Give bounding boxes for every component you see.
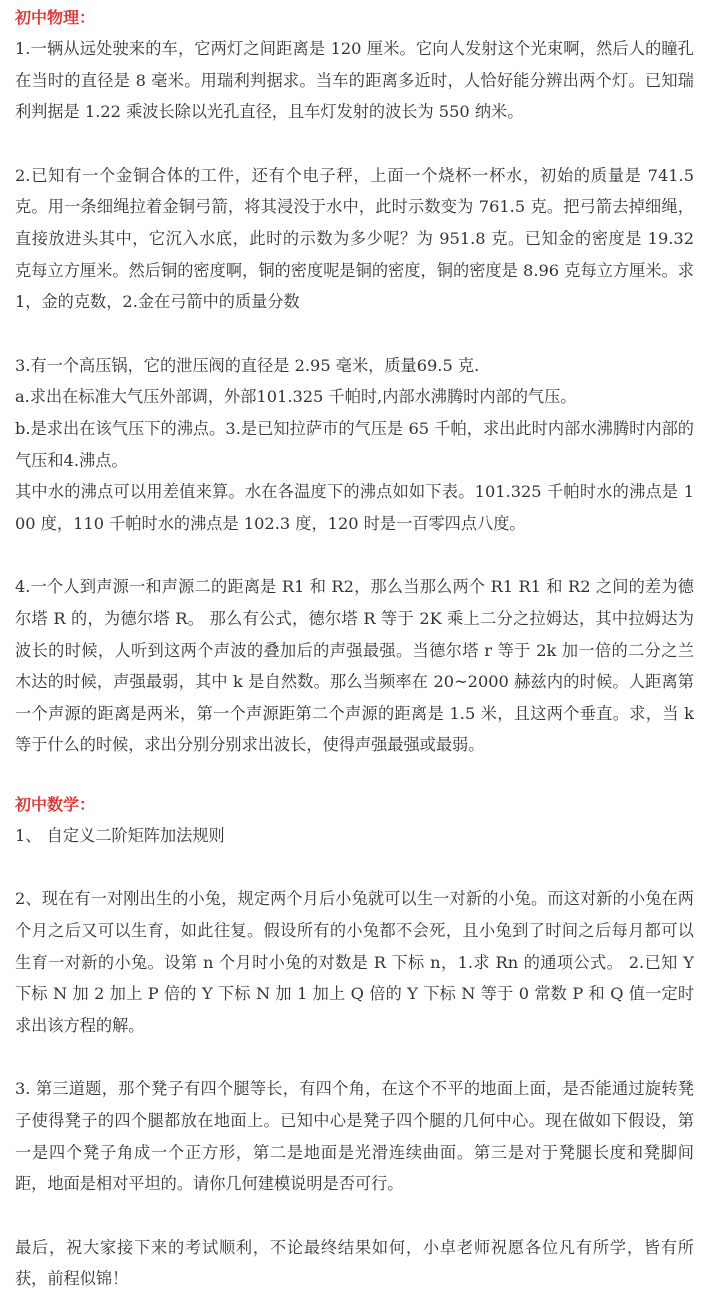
physics-heading: 初中物理： xyxy=(15,8,96,27)
physics-question-3-line-3: b.是求出在该气压下的沸点。3.是已知拉萨市的气压是 65 千帕，求出此时内部水沸腾时内部的气压和4.沸点。 xyxy=(15,418,694,470)
math-question-1: 1、 自定义二阶矩阵加法规则 xyxy=(15,825,225,845)
physics-question-2: 2.已知有一个金铜合体的工件，还有个电子秤，上面一个烧杯一杯水，初始的质量是 741.5 克。用一条细绳拉着金铜弓箭，将其浸没于水中，此时示数变为 761.5 克。把弓箭去掉细绳，直接放进头其中，它沉入水底，此时的示数为多少呢？为 951.8 克。已知金的密度是 19.32 克每立方厘米。然后铜的密度啊，铜的密度呢是铜的密度，铜的密度是 8.96 克每立方厘米。求1，金的克数，2.金在弓箭中的质量分数 xyxy=(15,165,694,312)
math-question-3: 3. 第三道题，那个凳子有四个腿等长，有四个角，在这个不平的地面上面，是否能通过旋转凳子使得凳子的四个腿都放在地面上。已知中心是凳子四个腿的几何中心。现在做如下假设，第一是四个凳子角成一个正方形，第二是地面是光滑连续曲面。第三是对于凳腿长度和凳脚间距，地面是相对平坦的。请你几何建模说明是否可行。 xyxy=(15,1079,694,1194)
spacer xyxy=(15,1200,694,1232)
spacer xyxy=(15,761,694,793)
spacer xyxy=(15,318,694,350)
physics-question-3-line-1: 3.有一个高压锅，它的泄压阀的直径是 2.95 毫米，质量69.5 克. xyxy=(15,355,480,375)
physics-question-1: 1.一辆从远处驶来的车，它两灯之间距离是 120 厘米。它向人发射这个光束啊，然后人的瞳孔在当时的直径是 8 毫米。用瑞利判据求。当车的距离多近时，人恰好能分辨出两个灯。已知瑞利判据是 1.22 乘波长除以光孔直径，且车灯发射的波长为 550 纳米。 xyxy=(15,39,694,122)
physics-question-3-line-4: 其中水的沸点可以用差值来算。水在各温度下的沸点如如下表。101.325 千帕时水的沸点是 100 度，110 千帕时水的沸点是 102.3 度，120 时是一百零四点八度。 xyxy=(15,482,694,533)
spacer xyxy=(15,851,694,883)
math-heading: 初中数学： xyxy=(15,794,96,814)
spacer xyxy=(15,1041,694,1073)
physics-question-3-line-2: a.求出在标准大气压外部调，外部101.325 千帕时,内部水沸腾时内部的气压。 xyxy=(15,387,577,407)
closing-remarks: 最后，祝大家接下来的考试顺利，不论最终结果如何，小卓老师祝愿各位凡有所学，皆有所获，前程似锦！ xyxy=(15,1237,694,1289)
spacer xyxy=(15,128,694,160)
physics-question-4: 4.一个人到声源一和声源二的距离是 R1 和 R2，那么当那么两个 R1 R1 和 R2 之间的差为德尔塔 R 的，为德尔塔 R。 那么有公式，德尔塔 R 等于 2K 乘上二分之拉姆达，其中拉姆达为波长的时候，人听到这两个声波的叠加后的声强最强。当德尔塔 r 等于 2k 加一倍的二分之兰木达的时候，声强最弱，其中 k 是自然数。那么当频率在 20~2000 赫兹内的时候。人距离第一个声源的距离是两米，第一个声源距第二个声源的距离是 1.5 米，且这两个垂直。求，当 k 等于什么的时候，求出分别分别求出波长，使得声强最强或最弱。 xyxy=(15,577,694,755)
math-question-2: 2、现在有一对刚出生的小兔，规定两个月后小兔就可以生一对新的小兔。而这对新的小兔在两个月之后又可以生育，如此往复。假设所有的小兔都不会死，且小兔到了时间之后每月都可以生育一对新的小兔。设第 n 个月时小兔的对数是 R 下标 n，1.求 Rn 的通项公式。 2.已知 Y 下标 N 加 2 加上 P 倍的 Y 下标 N 加 1 加上 Q 倍的 Y 下标 N 等于 0 常数 P 和 Q 值一定时求出该方程的解。 xyxy=(15,889,694,1035)
spacer xyxy=(15,539,694,571)
